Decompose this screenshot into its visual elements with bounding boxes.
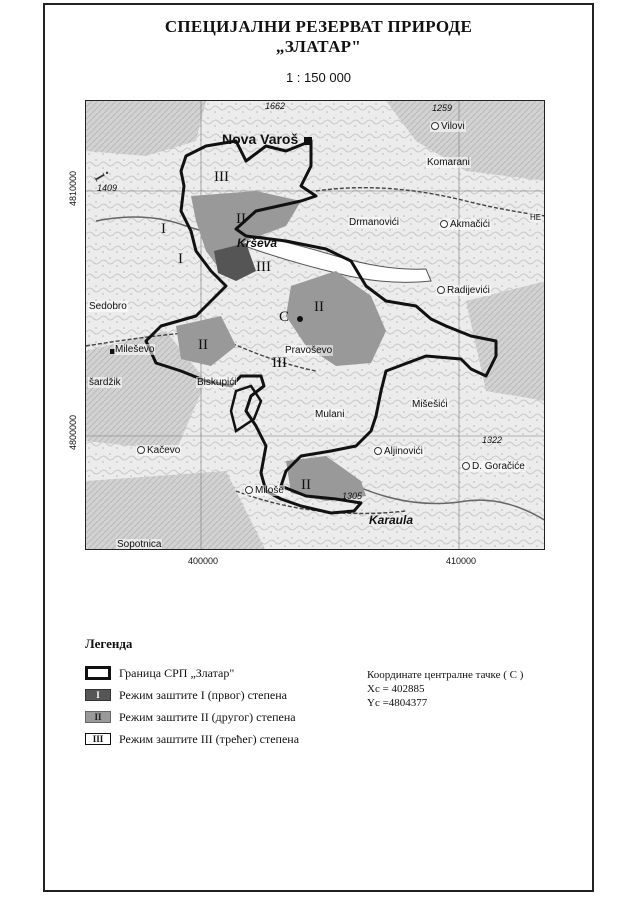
label-elevation: 1662 — [265, 101, 286, 111]
label-elevation: 1305 — [342, 491, 363, 501]
map-title: СПЕЦИЈАЛНИ РЕЗЕРВАТ ПРИРОДЕ — [164, 17, 473, 36]
label-kacevo: Kačevo — [136, 445, 181, 456]
label-elevation: 1409 — [97, 183, 118, 193]
label-biskupici: Biskupići — [197, 377, 237, 388]
map-scale: 1 : 150 000 — [285, 70, 352, 85]
label-misesici: Mišešići — [412, 399, 448, 410]
label-pravosevo: Pravoševo — [285, 345, 333, 356]
legend-swatch-zone-iii: III — [85, 733, 111, 745]
legend-label: Граница СРП „Златар" — [119, 665, 235, 680]
legend-item-zone-i — [85, 684, 299, 706]
x-tick-410000: 410000 — [446, 556, 477, 566]
region-letter: i — [89, 167, 115, 185]
zone-label-ii: II — [198, 337, 208, 353]
label-elevation: 1259 — [432, 103, 453, 113]
zone-label-ii: II — [236, 211, 246, 227]
label-mulani: Mulani — [315, 409, 345, 420]
zone-label-iii: III — [214, 169, 229, 185]
label-krseva: Krševa — [237, 236, 278, 250]
legend-label: Режим заштите I (првог) степена — [119, 687, 287, 702]
center-label: C — [279, 309, 290, 325]
legend-swatch-zone-ii: II — [85, 711, 111, 723]
x-tick-400000: 400000 — [188, 556, 219, 566]
legend-label: Режим заштите II (другог) степена — [119, 709, 296, 724]
center-coordinates — [367, 668, 523, 710]
y-tick-4810000: 4810000 — [68, 170, 78, 206]
label-sedobro: Sedobro — [89, 301, 127, 312]
legend-label: Режим заштите III (трећег) степена — [119, 731, 300, 746]
coordinate-xc: Xc = 402885 — [367, 683, 425, 695]
label-elevation: 1322 — [482, 435, 503, 445]
zone-label-iii: III — [256, 259, 271, 275]
zone-label-i: I — [178, 251, 183, 267]
label-sopotnica: Sopotnica — [117, 539, 162, 550]
label-mileseva: Mileševo — [115, 344, 155, 355]
legend-swatch-zone-i: I — [85, 689, 111, 701]
label-sardzik: šardžik — [89, 377, 121, 388]
zone-label-iii: III — [272, 355, 287, 371]
label-drmanovici: Drmanovići — [349, 217, 400, 228]
label-vilovi: Vilovi — [430, 121, 466, 132]
label-komarani: Komarani — [427, 157, 470, 168]
legend-item-boundary — [85, 662, 299, 684]
zone-label-ii: II — [301, 477, 311, 493]
legend-swatch-boundary — [85, 666, 111, 680]
coordinates-heading: Координате централне тачке ( C ) — [367, 669, 524, 681]
zone-label-i: I — [161, 221, 166, 237]
map-subtitle: „ЗЛАТАР" — [275, 37, 362, 56]
label-karaula: Karaula — [369, 513, 414, 527]
label-milosevo: Miloše — [244, 485, 285, 496]
legend — [85, 662, 299, 750]
legend-item-zone-ii — [85, 706, 299, 728]
coordinate-yc: Yc =4804377 — [367, 697, 428, 709]
legend-heading: Легенда — [85, 636, 133, 651]
label-aljinovici: Aljinovići — [373, 446, 424, 457]
town-marker — [304, 137, 312, 145]
center-point-marker — [297, 316, 303, 322]
legend-item-zone-iii — [85, 728, 299, 750]
map-canvas — [86, 101, 545, 550]
label-nova-varos: Nova Varoš — [222, 131, 299, 147]
y-tick-4800000: 4800000 — [68, 414, 78, 450]
label-goracice: D. Goračiće — [461, 461, 526, 472]
map-area[interactable] — [85, 100, 545, 550]
zone-label-ii: II — [314, 299, 324, 315]
label-he: HE — [530, 213, 542, 222]
label-akmacici: Akmačići — [439, 219, 491, 230]
label-radijevici: Radijevići — [436, 285, 491, 296]
